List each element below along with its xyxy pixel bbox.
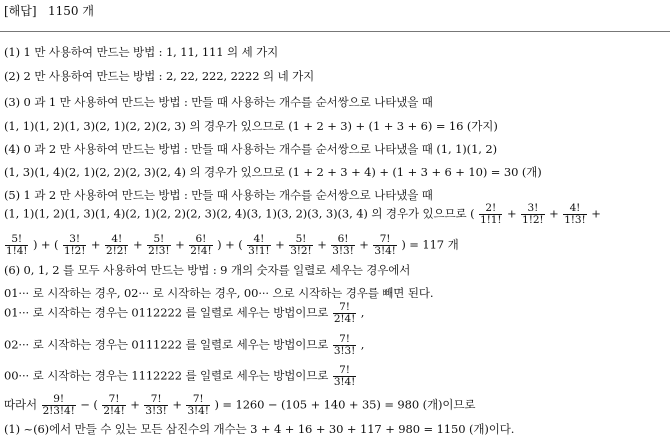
fraction: $\frac{3!}{1!2!}$ [63,233,86,258]
fraction: $\frac{4!}{2!2!}$ [106,233,128,258]
fraction: $\frac{4!}{1!3!}$ [564,202,586,227]
line-6: (1, 3)(1, 4)(2, 1)(2, 2)(2, 3)(2, 4) 의 경우가 있으므로 (1 + 2 + 3 + 4) + (1 + 3 + 6 + 10) = 30 (개) [4,165,542,179]
fraction: $\frac{7!}{2!4!}$ [333,301,356,326]
fraction: $\frac{4!}{3!1!}$ [248,233,270,258]
fraction: $\frac{5!}{3!2!}$ [290,233,312,258]
line-5: (4) 0 과 2 만 사용하여 만드는 방법 : 만들 때 사용하는 개수를 순서쌍으로 나타냈을 때 (1, 1)(1, 2) [4,142,497,156]
fraction: $\frac{9!}{2!3!4!}$ [42,393,75,418]
fraction: $\frac{7!}{3!4!}$ [333,364,356,389]
fraction: $\frac{7!}{3!4!}$ [374,233,396,258]
answer-header [4,2,94,19]
fraction: $\frac{6!}{2!4!}$ [190,233,212,258]
divider [0,31,670,32]
fraction: $\frac{6!}{3!3!}$ [332,233,354,258]
line-2: (2) 2 만 사용하여 만드는 방법 : 2, 22, 222, 2222 의 네 가지 [4,69,315,83]
line-10: (6) 0, 1, 2 를 모두 사용하여 만드는 방법 : 9 개의 숫자를 일렬로 세우는 경우에서 [4,263,411,277]
fraction: $\frac{7!}{3!4!}$ [187,393,209,418]
line-8: (1, 1)(1, 2)(1, 3)(1, 4)(2, 1)(2, 2)(2, 3)(2, 4)(3, 1)(3, 2)(3, 3)(3, 4) 의 경우가 있으므로 ( $\frac{2!}{1!1!}$ + $\frac{3!}{1!2!}$ + $\frac{4!}{1!3!}$ + [4,202,601,227]
fraction: $\frac{2!}{1!1!}$ [480,202,502,227]
fraction: $\frac{3!}{1!2!}$ [522,202,544,227]
fraction: $\frac{5!}{2!3!}$ [148,233,170,258]
line-16: (1) ~(6)에서 만들 수 있는 모든 삼진수의 개수는 3 + 4 + 16 + 30 + 117 + 980 = 1150 (개)이다. [4,422,515,436]
line-14: 00··· 로 시작하는 경우는 1112222 를 일렬로 세우는 방법이므로 $\frac{7!}{3!4!}$ [4,364,356,389]
answer-value: 1150 개 [48,4,94,18]
line-7: (5) 1 과 2 만 사용하여 만드는 방법 : 만들 때 사용하는 개수를 순서쌍으로 나타냈을 때 [4,188,433,202]
line-8-text: (1, 1)(1, 2)(1, 3)(1, 4)(2, 1)(2, 2)(2, 3)(2, 4)(3, 1)(3, 2)(3, 3)(3, 4) 의 경우가 있으므로 ( [4,206,475,221]
line-4: (1, 1)(1, 2)(1, 3)(2, 1)(2, 2)(2, 3) 의 경우가 있으므로 (1 + 2 + 3) + (1 + 3 + 6) = 16 (가지) [4,119,498,133]
fraction: $\frac{5!}{1!4!}$ [6,233,28,258]
line-15: 따라서 $\frac{9!}{2!3!4!}$ − ( $\frac{7!}{2!4!}$ + $\frac{7!}{3!3!}$ + $\frac{7!}{3!4!}$ ) = 1260 − (105 + 140 + 35) = 980 (개)이므로 [4,393,476,418]
answer-label: [해답] [4,4,37,18]
fraction: $\frac{7!}{3!3!}$ [333,333,356,358]
line-1: (1) 1 만 사용하여 만드는 방법 : 1, 11, 111 의 세 가지 [4,45,279,59]
line-3: (3) 0 과 1 만 사용하여 만드는 방법 : 만들 때 사용하는 개수를 순서쌍으로 나타냈을 때 [4,95,433,109]
line-9: $\frac{5!}{1!4!}$ ) + ( $\frac{3!}{1!2!}$ + $\frac{4!}{2!2!}$ + $\frac{5!}{2!3!}$ + $\frac{6!}{2!4!}$ ) + ( $\frac{4!}{3!1!}$ + $\frac{5!}{3!2!}$ + $\frac{6!}{3!3!}$ + $\frac{7!}{3!4!}$ ) = 117 개 [6,233,459,258]
line-11: 01··· 로 시작하는 경우, 02··· 로 시작하는 경우, 00··· 으로 시작하는 경우를 빼면 된다. [4,286,434,300]
line-12: 01··· 로 시작하는 경우는 0112222 를 일렬로 세우는 방법이므로 $\frac{7!}{2!4!}$ , [4,301,365,326]
fraction: $\frac{7!}{2!4!}$ [103,393,125,418]
fraction: $\frac{7!}{3!3!}$ [145,393,167,418]
line-13: 02··· 로 시작하는 경우는 0111222 를 일렬로 세우는 방법이므로 $\frac{7!}{3!3!}$ , [4,333,365,358]
